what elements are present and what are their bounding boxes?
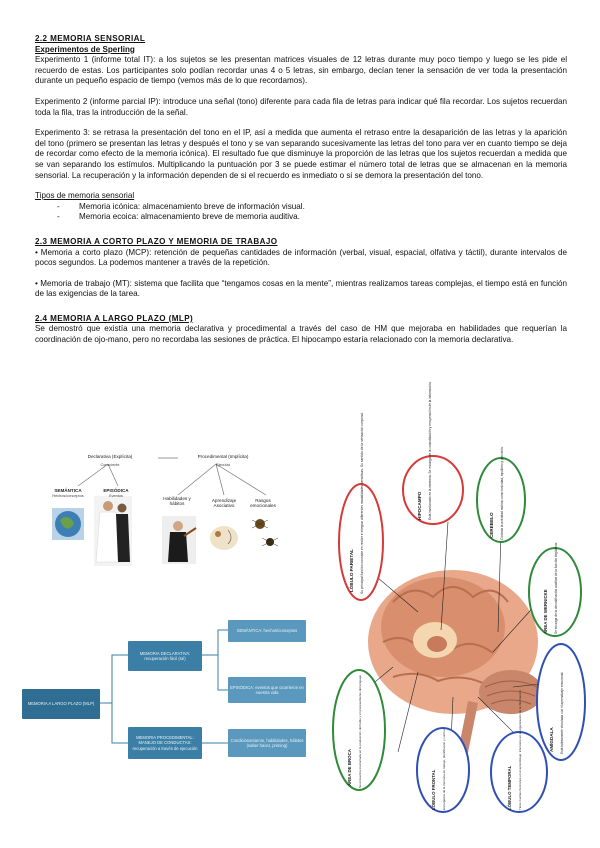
label-procedimental-sub: Ejecutar bbox=[216, 463, 230, 467]
brain-label-cerebelo: CEREBELO bbox=[489, 512, 494, 538]
figure-connectors bbox=[38, 450, 278, 595]
label-episodica-sub: Eventos bbox=[109, 494, 123, 498]
label-habilidades: Habilidades y hábitos bbox=[163, 496, 191, 507]
brain-label-broca: ÁREA DE BROCA bbox=[347, 749, 352, 786]
tree-episodica-box: EPISÓDICA: eventos que ocurrieron en nuestra vida bbox=[228, 677, 306, 703]
brain-drawing bbox=[323, 381, 586, 814]
tree-semantica-box: SEMÁNTICA: hechos/conceptos bbox=[228, 620, 306, 642]
paragraph-experimento-1: Experimento 1 (informe total IT): a los sujetos se les presentan matrices visuales de 12 letras durante muy poco tiempo y luego se les pide el recuerdo de estas. Los participantes solo podían recordar unas 4 o 5 letras, sin embargo, decían tener la sensación de ver toda la presentación durante un pequeño espacio de tiempo (vemos más de lo que recordamos). bbox=[35, 55, 567, 86]
brain-label-amigdala: AMÍGDALA bbox=[549, 727, 554, 752]
label-procedimental: Procedimental (Implícita) bbox=[197, 454, 249, 459]
brain-text-cerebelo: Controla la actividad motora como tonicidad, equilibrio y precisión. bbox=[500, 446, 504, 540]
brain-diagram bbox=[323, 381, 586, 814]
paragraph-experimento-2: Experimento 2 (informe parcial IP): introduce una señal (tono) diferente para cada fila de letras para indicar qué fila recordar. Los sujetos recuerdan toda la fila, tras la introducción de la señal. bbox=[35, 96, 567, 117]
brain-text-temporal: Tiene muchas funciones en el aprendizaje: interviene en la organización de la información. bbox=[518, 689, 522, 810]
brain-label-hipocampo: HIPOCAMPO bbox=[417, 491, 422, 520]
brain-label-frontal: LÓBULO FRONTAL bbox=[431, 769, 436, 810]
spider-drawing bbox=[252, 519, 278, 546]
dog-bell-drawing bbox=[210, 526, 238, 550]
label-declarativa: Declarativa (Explícita) bbox=[87, 454, 133, 459]
brain-label-parietal: LÓBULO PARIETAL bbox=[349, 549, 354, 592]
brain-text-broca: Se encuentra involucrada en la producción del habla y el procesamiento del lenguaje. bbox=[358, 674, 362, 788]
paragraph-mlp: Se demostró que existía una memoria declarativa y procedimental a través del caso de HM que mejoraba en habilidades que requerían la coordinación de ojo-mano, pero no recordaba las sesiones de práctica. El hipocampo estaría relacionado con la memoria declarativa. bbox=[35, 324, 567, 345]
subheading-sperling: Experimentos de Sperling bbox=[35, 44, 135, 54]
brain-label-wernicke: ÁREA DE WERNICKE bbox=[543, 589, 548, 634]
tree-procedimental-box: MEMORIA PROCEDIMENTAL: MANEJO DE CONDUCTAS: recuperación a través de ejecución bbox=[128, 727, 202, 759]
section-heading-corto-plazo: 2.3 MEMORIA A CORTO PLAZO Y MEMORIA DE TRABAJO bbox=[35, 236, 278, 246]
paragraph-experimento-3: Experimento 3: se retrasa la presentación del tono en el IP, así a medida que aumenta el retraso entre la desaparición de las letras y la aparición del tono (primero se presentan las letras y después el tono y se van separando sucesivamente las letras del tono para ver en cuanto tiempo se deja de recordar como efecto de la memoria icónica). El resultado fue que disminuye la proporción de las letras que los sujetos recuerdan a medida que se van separando los estímulos. Multiplicando la puntuación por 3 se puede estimar el número total de letras que se almacenan en la memoria sensorial. La recuperación y la información dependen de si el recuerdo es inmediato o si se demora la presentación del tono. bbox=[35, 128, 567, 180]
list-item: - Memoria icónica: almacenamiento breve de información visual. bbox=[69, 202, 567, 213]
oval-hipocampo bbox=[403, 456, 463, 524]
mlp-tree-diagram bbox=[22, 615, 312, 760]
tree-habilidades-box: Condicionamiento, habilidades, hábitos (saber hacer, priming) bbox=[228, 729, 306, 757]
tree-root-box: MEMORIA A LARGO PLAZO (MLP) bbox=[22, 689, 100, 719]
paragraph-mcp: • Memoria a corto plazo (MCP): retención de pequeñas cantidades de información (verbal, visual, espacial, olfativa y táctil), durante intervalos de pocos segundos. La podemos mantener a través de la repetición. bbox=[35, 247, 567, 268]
brain-text-parietal: Su principal función consiste en recibir e integrar diferentes modalidades sensitivas. Su sentido de la sensación corporal. bbox=[360, 412, 364, 594]
label-declarativa-sub: Consciente bbox=[100, 463, 120, 467]
list-item: - Memoria ecoica: almacenamiento breve de memoria auditiva. bbox=[69, 212, 567, 223]
brain-text-frontal: Encargados de la memoria de trabajo, planificación y control. bbox=[442, 728, 446, 810]
document-page bbox=[35, 34, 567, 346]
types-list bbox=[35, 202, 567, 223]
label-semantica-sub: Hechos/conceptos bbox=[52, 494, 84, 498]
brain-text-wernicke: Se encarga de la decodificación auditiva de la función lingüística. bbox=[554, 542, 558, 634]
brain-text-amigdala: Está íntimamente vinculada con el aprendizaje emocional. bbox=[560, 671, 564, 754]
label-episodica: EPISÓDICA bbox=[103, 488, 129, 493]
tree-declarativa-box: MEMORIA DECLARATIVA: recuperación fácil (sé) bbox=[128, 641, 202, 671]
brain-label-temporal: LÓBULO TEMPORAL bbox=[507, 765, 512, 810]
label-aprendizaje: Aprendizaje Asociativo bbox=[211, 498, 237, 509]
brain-text-hipocampo: Está involucrado en la memoria. Se encarga de la consolidación y recuperación de la información. bbox=[428, 381, 432, 520]
section-heading-memoria-sensorial: 2.2 MEMORIA SENSORIAL bbox=[35, 34, 146, 43]
label-semantica: SEMÁNTICA bbox=[54, 488, 82, 493]
paragraph-mt: • Memoria de trabajo (MT): sistema que facilita que “tengamos cosas en la mente”, mientras realizamos tareas complejas, el tiempo está en función de las exigencias de la tarea. bbox=[35, 278, 567, 299]
memory-classification-figure bbox=[38, 450, 278, 595]
section-heading-largo-plazo: 2.4 MEMORIA A LARGO PLAZO (MLP) bbox=[35, 313, 194, 323]
subheading-tipos: Tipos de memoria sensorial bbox=[35, 191, 135, 201]
label-rasgos: Rasgos emocionales bbox=[250, 498, 276, 509]
